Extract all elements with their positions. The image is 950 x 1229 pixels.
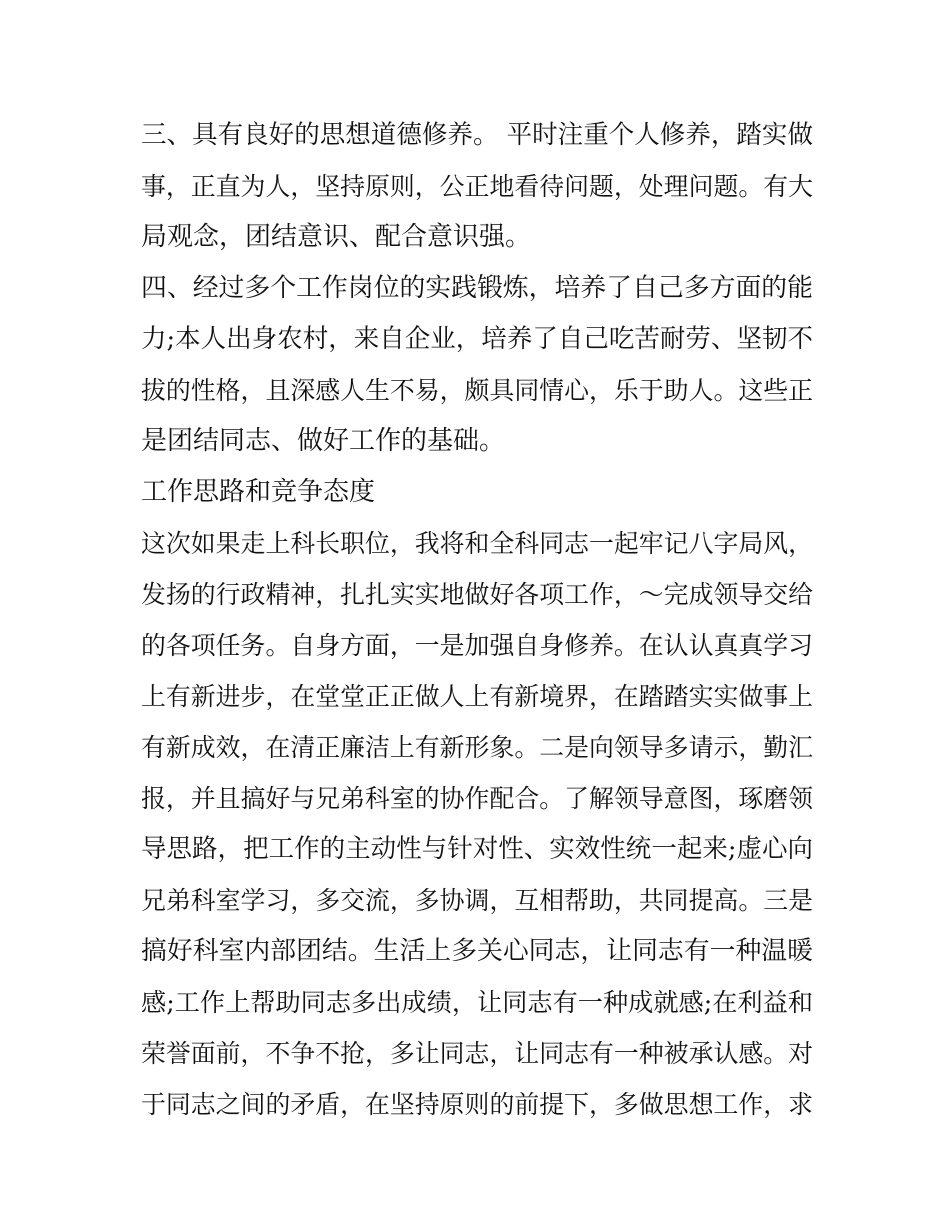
text-line: 拔的性格，且深感人生不易，颇具同情心，乐于助人。这些正: [141, 376, 813, 405]
text-line: 导思路，把工作的主动性与针对性、实效性统一起来;虚心向: [141, 834, 813, 864]
text-line: 这次如果走上科长职位，我将和全科同志一起牢记八字局风，: [141, 529, 813, 558]
text-line: 是团结同志、做好工作的基础。: [141, 426, 506, 456]
text-line: 事，正直为人，坚持原则，公正地看待问题，处理问题。有大: [141, 172, 813, 201]
text-line: 于同志之间的矛盾，在坚持原则的前提下，多做思想工作，求: [141, 1090, 813, 1119]
text-line: 兄弟科室学习，多交流，多协调，互相帮助，共同提高。三是: [141, 886, 813, 915]
text-line: 上有新进步，在堂堂正正做人上有新境界，在踏踏实实做事上: [141, 682, 813, 711]
text-line: 四、经过多个工作岗位的实践锻炼，培养了自己多方面的能: [141, 273, 813, 303]
text-line: 搞好科室内部团结。生活上多关心同志，让同志有一种温暖: [141, 936, 813, 966]
text-line: 力;本人出身农村，来自企业，培养了自己吃苦耐劳、坚韧不: [141, 324, 813, 354]
text-line: 荣誉面前，不争不抢，多让同志，让同志有一种被承认感。对: [141, 1039, 813, 1068]
text-line: 三、具有良好的思想道德修养。 平时注重个人修养，踏实做: [141, 120, 813, 150]
text-line: 报，并且搞好与兄弟科室的协作配合。了解领导意图，琢磨领: [141, 784, 813, 813]
text-line: 感;工作上帮助同志多出成绩，让同志有一种成就感;在利益和: [141, 988, 813, 1017]
text-line: 发扬的行政精神，扎扎实实地做好各项工作，～完成领导交给: [141, 580, 813, 609]
text-line: 有新成效，在清正廉洁上有新形象。二是向领导多请示，勤汇: [141, 733, 813, 762]
document-body: [141, 110, 813, 1130]
text-line: 的各项任务。自身方面，一是加强自身修养。在认认真真学习: [141, 631, 813, 660]
text-line: 局观念，团结意识、配合意识强。: [141, 222, 532, 252]
section-heading: 工作思路和竞争态度: [141, 477, 376, 507]
